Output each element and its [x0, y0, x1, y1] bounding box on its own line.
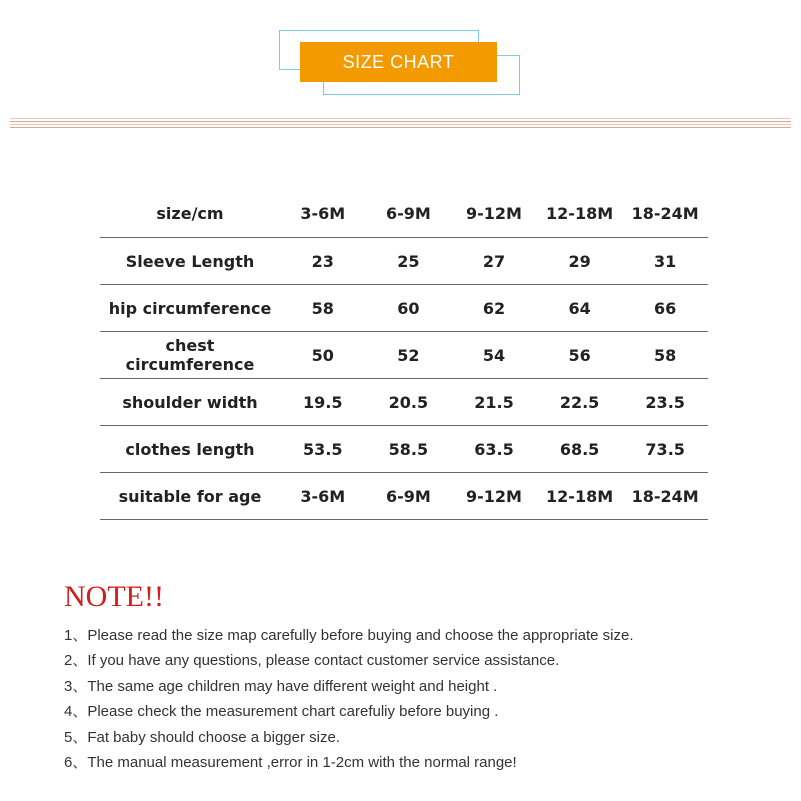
table-cell: 12-18M [546, 486, 614, 506]
note-item: 4、Please check the measurement chart carefuliy before buying . [64, 703, 499, 721]
table-header-cell: size/cm [156, 204, 224, 223]
table-cell: 9-12M [466, 486, 522, 506]
table-cell: 56 [568, 345, 591, 365]
note-item: 1、Please read the size map carefully before buying and choose the appropriate size. [64, 627, 634, 644]
row-label: Sleeve Length [125, 251, 255, 271]
table-cell: 18-24M [631, 486, 699, 506]
table-cell: 54 [482, 345, 506, 365]
table-cell: 21.5 [474, 392, 514, 412]
table-header-cell: 12-18M [546, 204, 614, 223]
size-chart-title: SIZE CHART [300, 42, 497, 82]
row-label: chest circumference [125, 336, 255, 374]
table-header-cell: 18-24M [631, 204, 699, 223]
table-cell: 50 [311, 345, 334, 365]
table-cell: 66 [654, 298, 677, 318]
note-item: 2、If you have any questions, please contact customer service assistance. [64, 652, 560, 670]
table-cell: 63.5 [474, 439, 514, 459]
table-row [100, 238, 708, 285]
table-cell: 60 [397, 298, 420, 318]
row-label: clothes length [125, 439, 255, 459]
table-header-cell: 6-9M [385, 204, 431, 223]
table-cell: 58 [654, 345, 677, 365]
row-label: hip circumference [108, 298, 272, 318]
row-label: shoulder width [122, 392, 258, 412]
size-table [100, 190, 708, 520]
table-cell: 27 [482, 251, 506, 271]
decorative-divider [10, 118, 791, 130]
note-item: 3、The same age children may have different weight and height . [64, 677, 498, 695]
note-list [64, 626, 634, 778]
table-cell: 68.5 [559, 439, 600, 459]
table-cell: 52 [397, 345, 420, 365]
table-cell: 6-9M [385, 486, 431, 506]
note-item: 6、The manual measurement ,error in 1-2cm with the normal range! [64, 753, 517, 771]
table-header-cell: 9-12M [466, 204, 522, 223]
table-cell: 23 [311, 251, 334, 271]
table-cell: 62 [482, 298, 506, 318]
note-title: NOTE!! [64, 580, 164, 613]
table-cell: 73.5 [645, 439, 685, 459]
table-cell: 53.5 [303, 439, 343, 459]
table-row [100, 379, 708, 426]
table-header-row [100, 190, 708, 238]
table-row [100, 285, 708, 332]
table-cell: 3-6M [300, 486, 346, 506]
table-cell: 23.5 [645, 392, 685, 412]
table-row [100, 332, 708, 379]
note-item: 5、Fat baby should choose a bigger size. [64, 728, 340, 746]
table-row [100, 426, 708, 473]
table-cell: 19.5 [303, 392, 343, 412]
table-header-cell: 3-6M [300, 204, 346, 223]
table-cell: 20.5 [388, 392, 429, 412]
table-cell: 64 [568, 298, 591, 318]
table-cell: 58 [311, 298, 334, 318]
table-cell: 25 [397, 251, 420, 271]
table-cell: 29 [568, 251, 591, 271]
row-label: suitable for age [118, 486, 262, 506]
table-row [100, 473, 708, 520]
table-cell: 58.5 [388, 439, 429, 459]
table-cell: 31 [654, 251, 677, 271]
table-cell: 22.5 [559, 392, 600, 412]
